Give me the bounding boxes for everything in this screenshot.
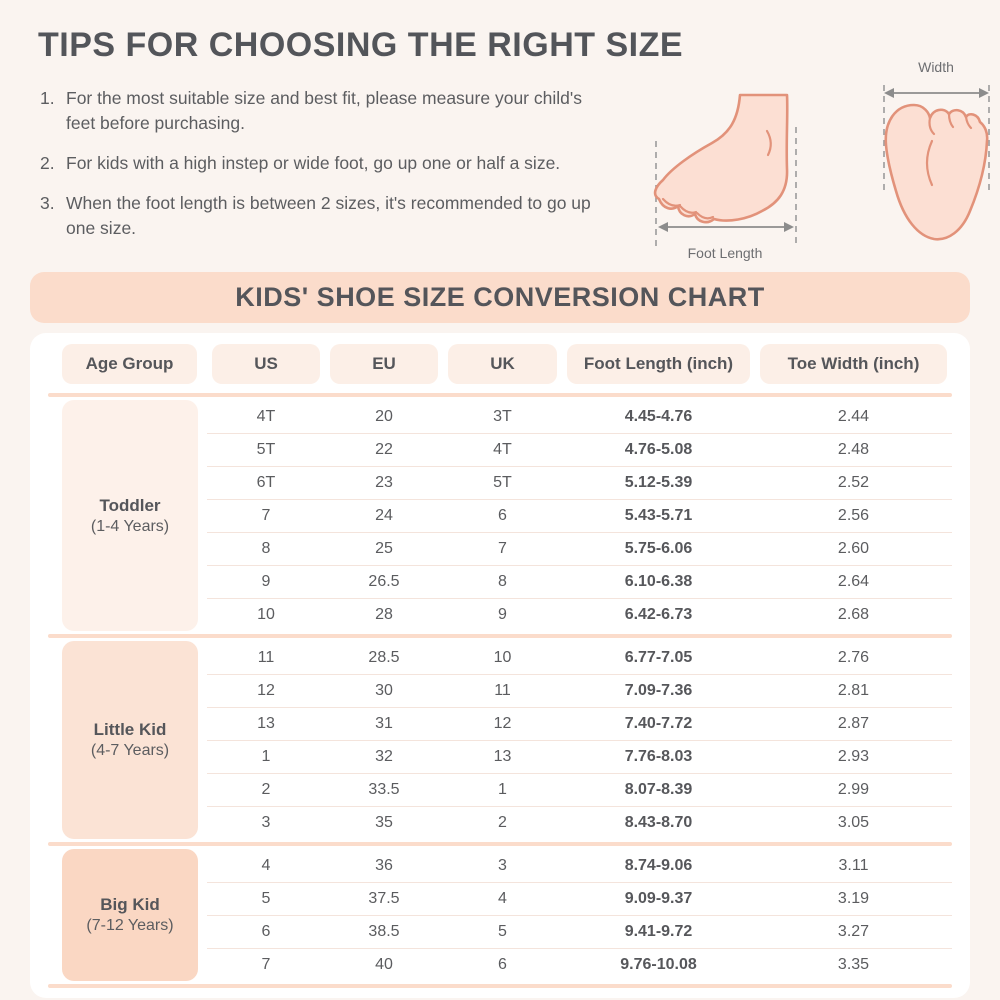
foot-side-view-illustration bbox=[636, 83, 814, 261]
tip-text: For kids with a high instep or wide foot, go up one or half a size. bbox=[66, 153, 561, 173]
column-header-foot-length: Foot Length (inch) bbox=[567, 344, 750, 384]
column-header-age-group: Age Group bbox=[62, 344, 197, 384]
table-body bbox=[48, 397, 952, 988]
table-row bbox=[207, 707, 952, 740]
table-cell: 7 bbox=[261, 507, 271, 524]
table-cell: 20 bbox=[375, 407, 393, 425]
table-cell: 2.52 bbox=[837, 474, 870, 491]
table-cell: 4T bbox=[256, 407, 276, 425]
table-cell: 6T bbox=[256, 474, 276, 491]
table-row bbox=[207, 740, 952, 773]
table-cell: 11 bbox=[494, 682, 511, 699]
age-group-box bbox=[62, 400, 198, 631]
table-row bbox=[207, 598, 952, 631]
table-row bbox=[207, 466, 952, 499]
table-row bbox=[207, 565, 952, 598]
table-row bbox=[207, 641, 952, 674]
chart-title-banner bbox=[30, 272, 970, 323]
section-rows bbox=[207, 400, 952, 631]
table-cell: 40 bbox=[375, 956, 393, 973]
table-section bbox=[48, 638, 952, 842]
age-group-name: Little Kid bbox=[93, 720, 167, 739]
table-cell: 4 bbox=[498, 890, 507, 907]
table-cell: 6.42-6.73 bbox=[624, 606, 693, 623]
tips-list bbox=[40, 86, 596, 256]
age-group-name: Big Kid bbox=[100, 895, 160, 914]
table-cell: 4 bbox=[261, 856, 271, 874]
table-cell: 28.5 bbox=[368, 648, 400, 666]
table-cell: 8 bbox=[261, 540, 271, 557]
table-cell: 4.45-4.76 bbox=[624, 407, 693, 425]
table-section bbox=[48, 397, 952, 634]
table-cell: 8.43-8.70 bbox=[624, 814, 693, 831]
table-cell: 12 bbox=[257, 682, 275, 699]
table-row bbox=[207, 915, 952, 948]
page-title: TIPS FOR CHOOSING THE RIGHT SIZE bbox=[38, 26, 684, 64]
table-cell: 6 bbox=[498, 956, 507, 973]
size-chart-card bbox=[30, 333, 970, 998]
table-cell: 9.09-9.37 bbox=[624, 890, 693, 907]
column-header-us: US bbox=[212, 344, 320, 384]
table-cell: 7.09-7.36 bbox=[624, 682, 693, 699]
table-cell: 2.68 bbox=[837, 606, 870, 623]
tip-item bbox=[40, 151, 596, 176]
table-cell: 3.11 bbox=[838, 856, 869, 874]
table-cell: 9.76-10.08 bbox=[620, 956, 697, 973]
table-cell: 5.12-5.39 bbox=[624, 474, 693, 491]
table-cell: 37.5 bbox=[368, 890, 400, 907]
table-cell: 13 bbox=[257, 715, 275, 732]
table-cell: 2.87 bbox=[837, 715, 870, 732]
table-cell: 10 bbox=[493, 648, 512, 666]
table-cell: 9.41-9.72 bbox=[624, 923, 693, 940]
table-cell: 38.5 bbox=[368, 923, 400, 940]
table-cell: 4.76-5.08 bbox=[624, 441, 693, 458]
table-cell: 1 bbox=[498, 781, 507, 798]
table-row bbox=[207, 433, 952, 466]
table-row bbox=[207, 948, 952, 981]
foot-sole-view-illustration bbox=[870, 59, 1000, 255]
table-cell: 6 bbox=[498, 507, 507, 524]
table-cell: 3.05 bbox=[837, 814, 870, 831]
table-cell: 5 bbox=[498, 923, 507, 940]
foot-measurement-diagram bbox=[628, 55, 1000, 261]
age-group-range: (1-4 Years) bbox=[90, 517, 170, 535]
table-cell: 8 bbox=[498, 573, 507, 590]
table-cell: 25 bbox=[375, 540, 393, 557]
section-rows bbox=[207, 641, 952, 839]
table-cell: 3 bbox=[261, 814, 271, 831]
table-row bbox=[207, 499, 952, 532]
table-row bbox=[207, 849, 952, 882]
tip-item bbox=[40, 86, 596, 136]
table-cell: 7.76-8.03 bbox=[624, 748, 693, 765]
tip-text: For the most suitable size and best fit, please measure your child's feet before purchasing. bbox=[66, 88, 582, 133]
table-cell: 5T bbox=[256, 441, 276, 458]
table-cell: 2.60 bbox=[837, 540, 870, 557]
table-cell: 7 bbox=[498, 540, 507, 557]
age-group-range: (7-12 Years) bbox=[86, 917, 174, 934]
foot-sole-view-icon bbox=[870, 63, 1000, 255]
table-row bbox=[207, 773, 952, 806]
table-cell: 2.76 bbox=[837, 648, 870, 666]
table-row bbox=[207, 400, 952, 433]
table-cell: 5.43-5.71 bbox=[624, 507, 693, 524]
table-cell: 4T bbox=[493, 441, 512, 458]
table-section bbox=[48, 846, 952, 984]
table-cell: 7.40-7.72 bbox=[624, 715, 693, 732]
table-cell: 6.77-7.05 bbox=[624, 648, 693, 666]
tip-text: When the foot length is between 2 sizes, it's recommended to go up one size. bbox=[66, 193, 591, 238]
table-cell: 6 bbox=[261, 923, 271, 940]
table-row bbox=[207, 806, 952, 839]
table-cell: 8.07-8.39 bbox=[624, 781, 693, 798]
section-rows bbox=[207, 849, 952, 981]
table-cell: 32 bbox=[375, 748, 393, 765]
table-cell: 24 bbox=[375, 507, 393, 524]
table-cell: 2.99 bbox=[837, 781, 870, 798]
table-cell: 9 bbox=[498, 606, 507, 623]
table-cell: 12 bbox=[493, 715, 512, 732]
table-cell: 23 bbox=[375, 474, 393, 491]
table-cell: 13 bbox=[493, 748, 512, 765]
table-cell: 5 bbox=[261, 890, 271, 907]
table-cell: 3.35 bbox=[837, 956, 870, 973]
column-header-uk: UK bbox=[448, 344, 557, 384]
age-group-box bbox=[62, 849, 198, 981]
table-cell: 31 bbox=[375, 715, 393, 732]
column-header-eu: EU bbox=[330, 344, 438, 384]
table-header-row bbox=[48, 344, 952, 384]
table-row bbox=[207, 674, 952, 707]
table-cell: 22 bbox=[375, 441, 393, 458]
table-cell: 8.74-9.06 bbox=[624, 856, 693, 874]
age-group-range: (4-7 Years) bbox=[90, 742, 170, 759]
table-cell: 6.10-6.38 bbox=[624, 573, 693, 590]
foot-length-label: Foot Length bbox=[687, 245, 763, 261]
table-cell: 7 bbox=[261, 956, 271, 973]
foot-side-view-icon bbox=[636, 83, 814, 255]
table-cell: 2.48 bbox=[837, 441, 870, 458]
table-cell: 35 bbox=[375, 814, 393, 831]
table-cell: 1 bbox=[261, 748, 271, 765]
chart-title: KIDS' SHOE SIZE CONVERSION CHART bbox=[235, 282, 765, 312]
tip-item bbox=[40, 191, 596, 241]
tips-section bbox=[0, 0, 1000, 272]
table-cell: 2.56 bbox=[837, 507, 870, 524]
section-divider bbox=[48, 984, 952, 988]
table-cell: 33.5 bbox=[368, 781, 400, 798]
table-cell: 3.27 bbox=[837, 923, 870, 940]
width-label: Width bbox=[918, 59, 954, 75]
table-cell: 5.75-6.06 bbox=[624, 540, 693, 557]
age-group-box bbox=[62, 641, 198, 839]
table-cell: 10 bbox=[257, 606, 275, 623]
tip-number: 1. bbox=[40, 88, 55, 108]
table-row bbox=[207, 882, 952, 915]
table-cell: 26.5 bbox=[368, 573, 400, 590]
tip-number: 2. bbox=[40, 153, 55, 173]
table-cell: 2.44 bbox=[837, 407, 870, 425]
table-cell: 11 bbox=[257, 648, 275, 666]
table-cell: 2.93 bbox=[837, 748, 870, 765]
table-cell: 2.64 bbox=[837, 573, 870, 590]
table-row bbox=[207, 532, 952, 565]
table-cell: 5T bbox=[493, 474, 512, 491]
age-group-name: Toddler bbox=[99, 495, 161, 515]
column-header-toe-width: Toe Width (inch) bbox=[760, 344, 947, 384]
table-cell: 9 bbox=[261, 573, 271, 590]
table-cell: 2.81 bbox=[837, 682, 870, 699]
table-cell: 3T bbox=[493, 407, 512, 425]
table-cell: 36 bbox=[375, 856, 393, 874]
tip-number: 3. bbox=[40, 193, 55, 213]
table-cell: 2 bbox=[261, 781, 271, 798]
table-cell: 30 bbox=[375, 682, 393, 699]
table-cell: 2 bbox=[498, 814, 507, 831]
table-cell: 3.19 bbox=[837, 890, 870, 907]
table-cell: 28 bbox=[375, 606, 393, 623]
table-cell: 3 bbox=[498, 856, 507, 874]
